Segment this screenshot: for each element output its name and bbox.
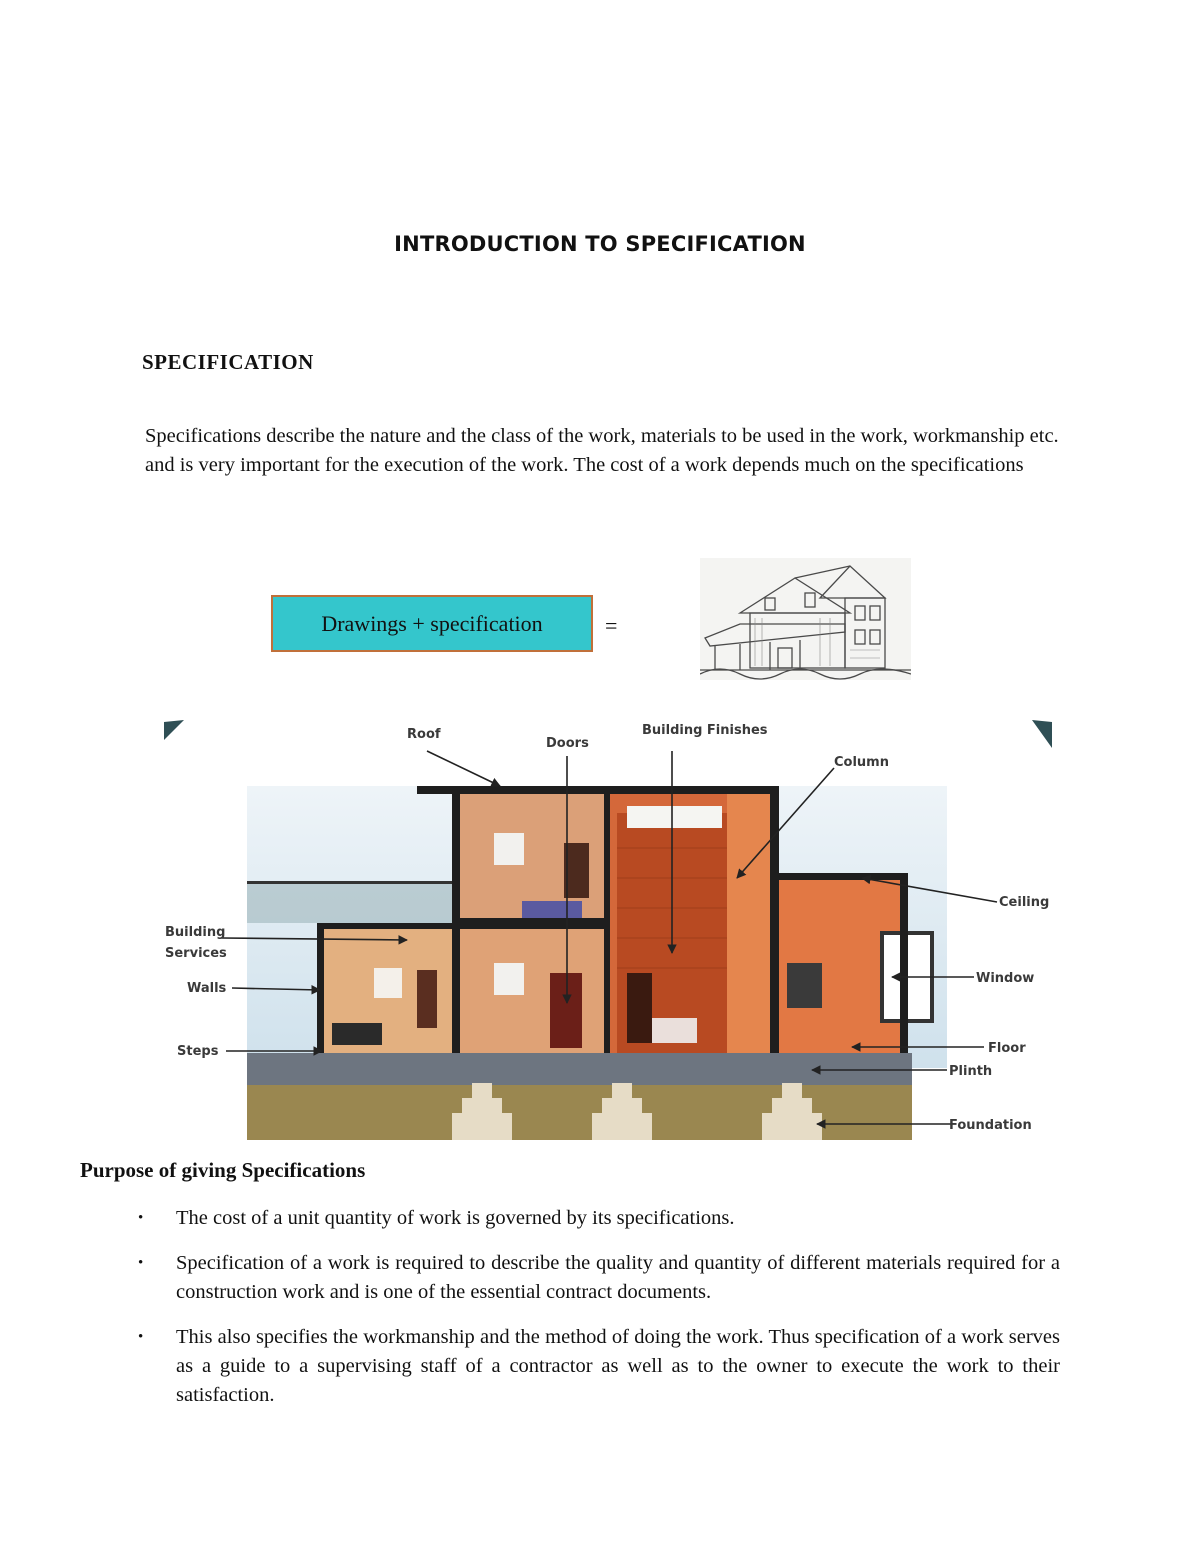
label-doors: Doors <box>546 736 589 751</box>
house-sketch-image <box>700 558 911 680</box>
bullet-text: The cost of a unit quantity of work is governed by its specifications. <box>176 1207 735 1229</box>
label-floor: Floor <box>988 1041 1026 1056</box>
label-ceiling: Ceiling <box>999 895 1050 910</box>
label-building-services-2: Services <box>165 946 227 961</box>
label-plinth: Plinth <box>949 1064 993 1079</box>
label-window: Window <box>976 971 1035 986</box>
label-column: Column <box>834 755 889 770</box>
section-heading: SPECIFICATION <box>142 350 314 374</box>
bullet-text: This also specifies the workmanship and the method of doing the work. Thus specification of a work serves as a guide to a supervising staff of a contractor as well as to the owner to execute the work to their satisfaction. <box>176 1326 1060 1406</box>
list-item <box>138 1249 1060 1307</box>
bullet-icon: • <box>138 1329 144 1345</box>
drawings-specification-label: Drawings + specification <box>321 610 543 636</box>
purpose-bullet-list <box>138 1204 1060 1426</box>
bullet-icon: • <box>138 1255 144 1271</box>
label-roof: Roof <box>407 727 441 742</box>
bullet-icon: • <box>138 1210 144 1226</box>
bullet-text: Specification of a work is required to describe the quality and quantity of different materials required for a construction work and is one of the essential contract documents. <box>176 1252 1060 1303</box>
equals-sign: = <box>605 613 618 638</box>
list-item <box>138 1323 1060 1410</box>
building-cutaway-diagram <box>162 718 1055 1140</box>
label-building-finishes: Building Finishes <box>642 723 768 738</box>
label-walls: Walls <box>187 981 227 996</box>
page-title: INTRODUCTION TO SPECIFICATION <box>394 232 806 256</box>
intro-paragraph: Specifications describe the nature and the class of the work, materials to be used in the work, workmanship etc. and is very important for the execution of the work. The cost of a work depends much on the specifications <box>145 425 1059 476</box>
list-item <box>138 1204 1060 1233</box>
drawings-specification-box <box>271 595 593 652</box>
corner-mark <box>164 720 184 740</box>
label-building-services-1: Building <box>165 925 226 940</box>
label-foundation: Foundation <box>949 1118 1032 1133</box>
purpose-heading: Purpose of giving Specifications <box>80 1158 366 1182</box>
label-steps: Steps <box>177 1044 219 1059</box>
